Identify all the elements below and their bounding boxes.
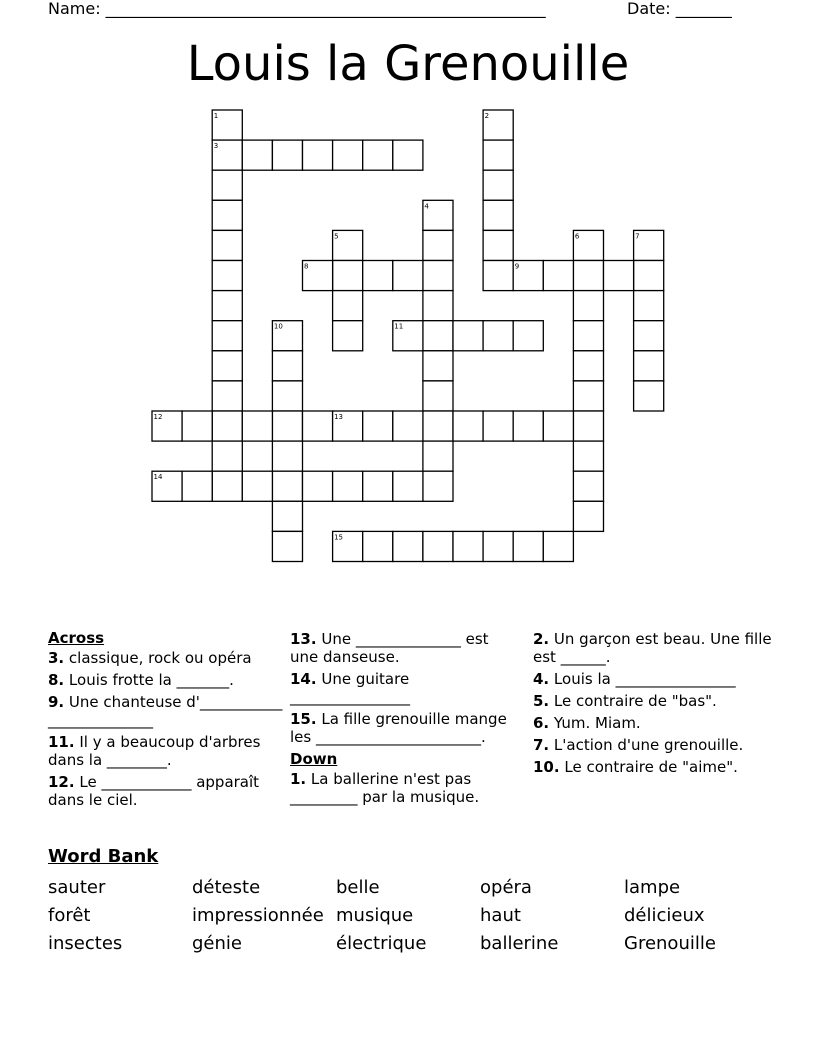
grid-cell[interactable] (573, 381, 603, 411)
grid-cell[interactable] (212, 441, 242, 471)
grid-cell[interactable] (212, 170, 242, 200)
page-title: Louis la Grenouille (186, 36, 630, 92)
grid-cell[interactable] (573, 471, 603, 501)
clue-number-6: 6 (574, 232, 580, 241)
date-field-label: Date: _______ (627, 0, 732, 18)
grid-cell[interactable] (242, 411, 272, 441)
grid-cell[interactable] (604, 261, 634, 291)
word-bank-item: musique (336, 905, 414, 926)
grid-cell[interactable] (333, 321, 363, 351)
grid-cell[interactable] (393, 531, 423, 561)
word-bank-item: haut (480, 905, 521, 926)
grid-cell[interactable] (212, 321, 242, 351)
word-bank-title: Word Bank (48, 846, 159, 867)
grid-cell[interactable] (242, 140, 272, 170)
grid-cell[interactable] (453, 411, 483, 441)
grid-cell[interactable] (513, 321, 543, 351)
clue-down-4: 4. Louis la ________________ (533, 670, 736, 688)
clues-column-2 (290, 630, 515, 810)
clue-across-9: 9. Une chanteuse d'_________________________ (48, 693, 283, 729)
word-bank-item: belle (336, 877, 380, 898)
grid-cell[interactable] (333, 291, 363, 321)
grid-cell[interactable] (573, 501, 603, 531)
grid-cell[interactable] (513, 411, 543, 441)
name-field-label: Name: _______________________________________________________ (48, 0, 546, 18)
grid-cell[interactable] (272, 471, 302, 501)
clue-number-4: 4 (424, 202, 429, 211)
word-bank-item: insectes (48, 933, 123, 954)
clue-number-2: 2 (484, 112, 490, 120)
grid-cell[interactable] (272, 501, 302, 531)
word-bank-item: électrique (336, 933, 427, 954)
grid-cell[interactable] (363, 531, 393, 561)
word-bank-item: sauter (48, 877, 106, 898)
clue-number-10: 10 (273, 322, 283, 331)
grid-cell[interactable] (182, 411, 212, 441)
grid-cell[interactable] (634, 351, 664, 381)
clue-number-14: 14 (153, 473, 163, 482)
grid-cell[interactable] (333, 261, 363, 291)
grid-cell[interactable] (423, 261, 453, 291)
clues-column-1 (48, 629, 286, 813)
grid-cell[interactable] (483, 261, 513, 291)
clue-across-14: 14. Une guitare ________________ (290, 670, 410, 706)
grid-cell[interactable] (272, 441, 302, 471)
across-heading: Across (48, 629, 105, 647)
grid-cell[interactable] (423, 411, 453, 441)
grid-cell[interactable] (393, 471, 423, 501)
grid-cell[interactable] (453, 531, 483, 561)
grid-cell[interactable] (634, 291, 664, 321)
word-bank-item: lampe (624, 877, 681, 898)
clue-number-5: 5 (334, 232, 339, 241)
grid-cell[interactable] (483, 140, 513, 170)
grid-cell[interactable] (634, 261, 664, 291)
clue-number-9: 9 (514, 262, 520, 271)
word-bank-item: déteste (192, 877, 261, 898)
grid-cell[interactable] (393, 140, 423, 170)
clue-number-15: 15 (334, 533, 344, 542)
word-bank-item: opéra (480, 877, 532, 898)
clue-across-12: 12. Le ____________ apparaît dans le ciel. (48, 773, 260, 809)
clue-across-15: 15. La fille grenouille mange les ______________________. (290, 710, 507, 746)
grid-cell[interactable] (634, 321, 664, 351)
clue-number-12: 12 (153, 413, 163, 421)
grid-cell[interactable] (242, 471, 272, 501)
grid-cell[interactable] (423, 291, 453, 321)
word-bank-item: délicieux (624, 905, 705, 926)
grid-cell[interactable] (272, 140, 302, 170)
grid-cell[interactable] (543, 411, 573, 441)
grid-cell[interactable] (303, 411, 333, 441)
grid-cell[interactable] (573, 351, 603, 381)
grid-cell[interactable] (634, 381, 664, 411)
grid-cell[interactable] (423, 351, 453, 381)
grid-cell[interactable] (333, 140, 363, 170)
grid-cell[interactable] (573, 321, 603, 351)
clue-across-8: 8. Louis frotte la _______. (48, 671, 234, 689)
grid-cell[interactable] (212, 261, 242, 291)
grid-cell[interactable] (272, 381, 302, 411)
grid-cell[interactable] (272, 351, 302, 381)
clue-across-3: 3. classique, rock ou opéra (48, 649, 252, 667)
grid-cell[interactable] (573, 261, 603, 291)
grid-cell[interactable] (453, 321, 483, 351)
clue-number-13: 13 (334, 413, 344, 421)
grid-cell[interactable] (483, 321, 513, 351)
word-bank-item: génie (192, 933, 242, 954)
grid-cell[interactable] (212, 230, 242, 260)
grid-cell[interactable] (212, 200, 242, 230)
grid-cell[interactable] (333, 471, 363, 501)
grid-cell[interactable] (483, 411, 513, 441)
clue-number-11: 11 (394, 322, 404, 331)
grid-cell[interactable] (423, 471, 453, 501)
grid-cell[interactable] (423, 441, 453, 471)
clue-down-6: 6. Yum. Miam. (533, 714, 641, 732)
word-bank-item: Grenouille (624, 933, 716, 954)
clue-across-13: 13. Une ______________ est une danseuse. (290, 630, 489, 666)
grid-cell[interactable] (363, 261, 393, 291)
clue-number-8: 8 (304, 262, 309, 271)
word-bank-item: forêt (48, 905, 91, 926)
grid-cell[interactable] (212, 471, 242, 501)
grid-cell[interactable] (423, 531, 453, 561)
grid-cell[interactable] (423, 321, 453, 351)
grid-cell[interactable] (483, 230, 513, 260)
clue-down-5: 5. Le contraire de "bas". (533, 692, 717, 710)
grid-cell[interactable] (483, 170, 513, 200)
clue-down-7: 7. L'action d'une grenouille. (533, 736, 744, 754)
grid-cell[interactable] (573, 411, 603, 441)
grid-cell[interactable] (543, 531, 573, 561)
clue-number-7: 7 (635, 232, 640, 241)
clue-number-1: 1 (213, 112, 219, 120)
grid-cell[interactable] (393, 411, 423, 441)
grid-cell[interactable] (423, 381, 453, 411)
grid-cell[interactable] (363, 140, 393, 170)
grid-cell[interactable] (513, 531, 543, 561)
word-bank-item: ballerine (480, 933, 559, 954)
grid-cell[interactable] (182, 471, 212, 501)
grid-cell[interactable] (363, 471, 393, 501)
grid-cell[interactable] (573, 291, 603, 321)
grid-cell[interactable] (212, 411, 242, 441)
clue-down-2: 2. Un garçon est beau. Une fille est ______. (533, 630, 772, 666)
clue-across-11: 11. Il y a beaucoup d'arbres dans la ________. (48, 733, 261, 769)
grid-cell[interactable] (423, 230, 453, 260)
grid-cell[interactable] (573, 441, 603, 471)
grid-cell[interactable] (272, 531, 302, 561)
grid-cell[interactable] (303, 471, 333, 501)
clues-column-3 (533, 630, 773, 780)
word-bank-item: impressionnée (192, 905, 324, 926)
clue-down-1: 1. La ballerine n'est pas _________ par la musique. (290, 770, 480, 806)
grid-cell[interactable] (212, 291, 242, 321)
grid-cell[interactable] (212, 351, 242, 381)
grid-cell[interactable] (393, 261, 423, 291)
clue-down-10: 10. Le contraire de "aime". (533, 758, 738, 776)
grid-cell[interactable] (483, 531, 513, 561)
clue-number-3: 3 (213, 142, 219, 151)
down-heading: Down (290, 750, 338, 768)
grid-cell[interactable] (543, 261, 573, 291)
grid-cell[interactable] (363, 411, 393, 441)
grid-cell[interactable] (272, 411, 302, 441)
grid-cell[interactable] (303, 140, 333, 170)
grid-cell[interactable] (212, 381, 242, 411)
grid-cell[interactable] (483, 200, 513, 230)
